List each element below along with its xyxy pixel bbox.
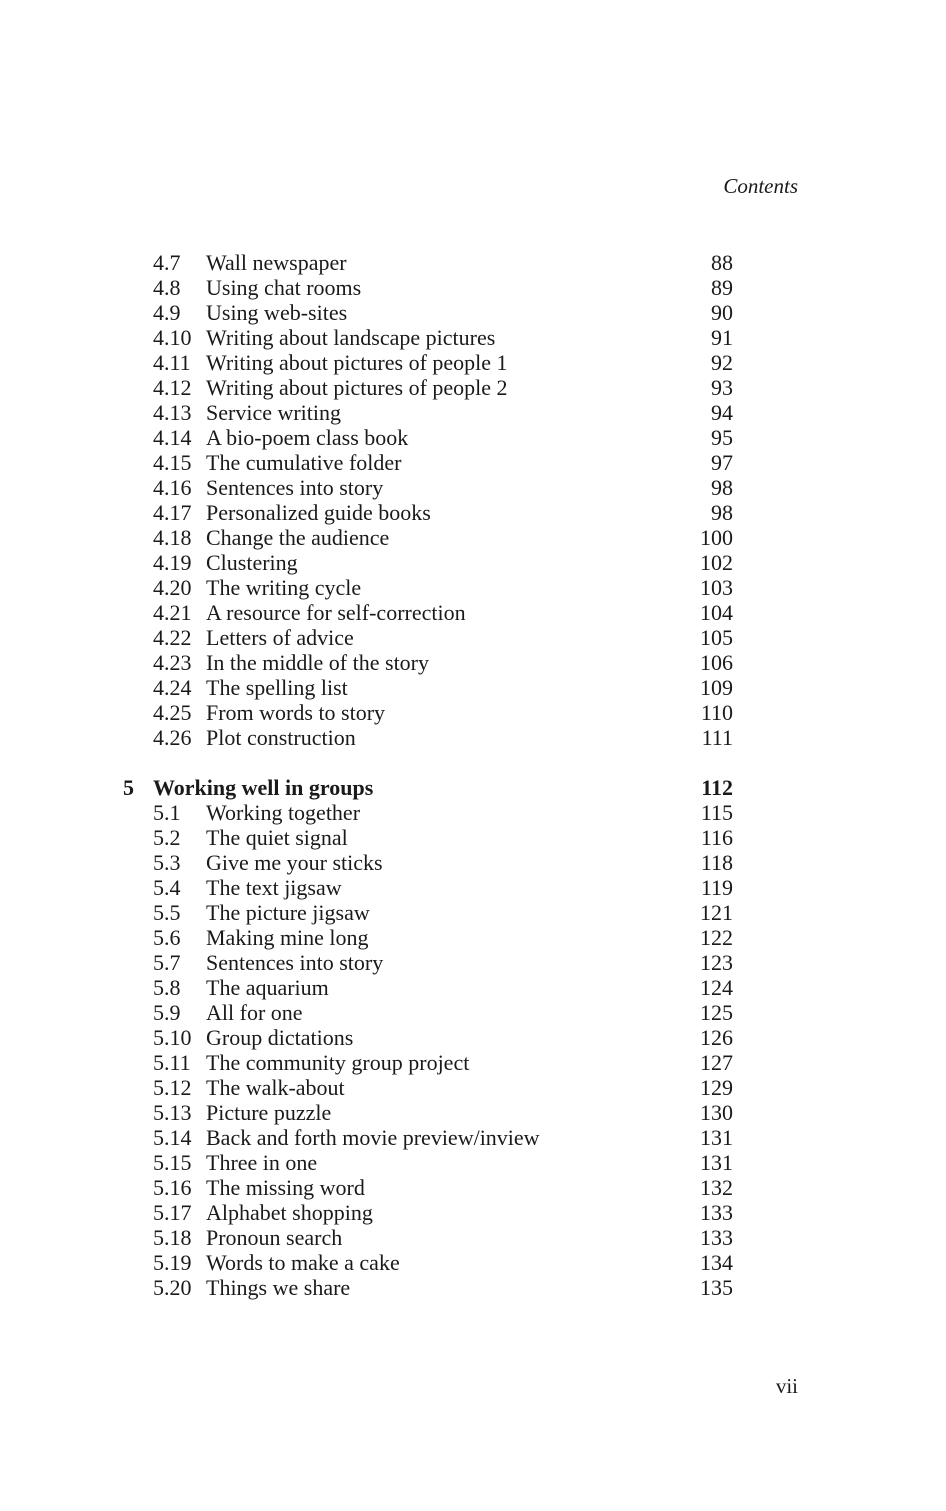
- entry-title: The quiet signal: [206, 825, 348, 850]
- toc-entry: [0, 375, 946, 400]
- entry-page: 119: [700, 875, 733, 900]
- toc-entry: [0, 400, 946, 425]
- entry-title: A resource for self-correction: [206, 600, 466, 625]
- entry-page: 103: [700, 575, 733, 600]
- entry-page: 98: [711, 500, 733, 525]
- toc-entry: [0, 1225, 946, 1250]
- entry-title: Sentences into story: [206, 950, 384, 975]
- toc-entry: [0, 450, 946, 475]
- entry-number: 5: [123, 775, 134, 800]
- toc-entry: [0, 625, 946, 650]
- entry-title: The community group project: [206, 1050, 470, 1075]
- entry-title: Service writing: [206, 400, 342, 425]
- entry-number: 5.4: [153, 875, 181, 900]
- entry-page: 127: [700, 1050, 733, 1075]
- entry-number: 5.6: [153, 925, 181, 950]
- toc-entry: [0, 475, 946, 500]
- toc-entry: [0, 675, 946, 700]
- toc-entry: [0, 875, 946, 900]
- toc-entry: [0, 275, 946, 300]
- entry-title: Alphabet shopping: [206, 1200, 373, 1225]
- running-head: Contents: [723, 174, 798, 198]
- entry-page: 102: [700, 550, 733, 575]
- entry-page: 121: [700, 900, 733, 925]
- entry-page: 131: [700, 1150, 733, 1175]
- entry-title: The spelling list: [206, 675, 348, 700]
- entry-page: 98: [711, 475, 733, 500]
- toc-entry: [0, 900, 946, 925]
- page-number: vii: [775, 1374, 798, 1398]
- entry-page: 129: [700, 1075, 733, 1100]
- entry-title: Making mine long: [206, 925, 369, 950]
- entry-number: 5.9: [153, 1000, 181, 1025]
- toc-entry: [0, 1100, 946, 1125]
- entry-title: Things we share: [206, 1275, 351, 1300]
- entry-page: 130: [700, 1100, 733, 1125]
- entry-title: From words to story: [206, 700, 386, 725]
- toc-entry: [0, 350, 946, 375]
- entry-page: 91: [711, 325, 733, 350]
- entry-title: Using chat rooms: [206, 275, 362, 300]
- entry-number: 4.13: [153, 400, 192, 425]
- entry-page: 93: [711, 375, 733, 400]
- entry-title: Writing about pictures of people 1: [206, 350, 508, 375]
- toc-entry: [0, 300, 946, 325]
- entry-title: Writing about pictures of people 2: [206, 375, 508, 400]
- toc-entry: [0, 600, 946, 625]
- entry-number: 5.2: [153, 825, 181, 850]
- entry-number: 4.9: [153, 300, 181, 325]
- entry-page: 94: [711, 400, 733, 425]
- entry-page: 124: [700, 975, 733, 1000]
- entry-page: 134: [700, 1250, 733, 1275]
- entry-number: 4.15: [153, 450, 192, 475]
- toc-entry: [0, 1125, 946, 1150]
- entry-number: 5.18: [153, 1225, 192, 1250]
- toc-entry: [0, 1150, 946, 1175]
- entry-page: 125: [700, 1000, 733, 1025]
- toc-entry: [0, 325, 946, 350]
- entry-number: 5.19: [153, 1250, 192, 1275]
- entry-number: 5.8: [153, 975, 181, 1000]
- entry-page: 126: [700, 1025, 733, 1050]
- entry-page: 123: [700, 950, 733, 975]
- entry-number: 4.14: [153, 425, 192, 450]
- entry-number: 4.26: [153, 725, 192, 750]
- entry-title: Working well in groups: [153, 775, 374, 800]
- entry-number: 4.17: [153, 500, 192, 525]
- toc-entry: [0, 950, 946, 975]
- entry-number: 4.20: [153, 575, 192, 600]
- entry-number: 5.15: [153, 1150, 192, 1175]
- toc-entry: [0, 1050, 946, 1075]
- entry-title: Three in one: [206, 1150, 318, 1175]
- chapter-heading: [0, 775, 946, 800]
- toc-entry: [0, 725, 946, 750]
- entry-title: Clustering: [206, 550, 298, 575]
- entry-page: 106: [700, 650, 733, 675]
- entry-title: Working together: [206, 800, 361, 825]
- entry-page: 116: [700, 825, 733, 850]
- entry-page: 132: [700, 1175, 733, 1200]
- entry-title: The writing cycle: [206, 575, 362, 600]
- entry-title: The picture jigsaw: [206, 900, 370, 925]
- toc-entry: [0, 1025, 946, 1050]
- toc-entry: [0, 525, 946, 550]
- entry-number: 4.25: [153, 700, 192, 725]
- toc-entry: [0, 250, 946, 275]
- entry-number: 4.10: [153, 325, 192, 350]
- entry-number: 4.23: [153, 650, 192, 675]
- entry-title: Plot construction: [206, 725, 356, 750]
- entry-number: 4.11: [153, 350, 191, 375]
- toc-entry: [0, 1275, 946, 1300]
- entry-title: The cumulative folder: [206, 450, 402, 475]
- toc-entry: [0, 550, 946, 575]
- toc-entry: [0, 825, 946, 850]
- toc-entry: [0, 1250, 946, 1275]
- entry-page: 95: [711, 425, 733, 450]
- entry-page: 109: [700, 675, 733, 700]
- entry-title: The text jigsaw: [206, 875, 342, 900]
- entry-title: The missing word: [206, 1175, 365, 1200]
- toc-entry: [0, 700, 946, 725]
- entry-page: 131: [700, 1125, 733, 1150]
- entry-title: Give me your sticks: [206, 850, 383, 875]
- entry-number: 4.22: [153, 625, 192, 650]
- entry-number: 5.14: [153, 1125, 192, 1150]
- entry-title: The aquarium: [206, 975, 329, 1000]
- entry-page: 92: [711, 350, 733, 375]
- entry-number: 5.5: [153, 900, 181, 925]
- entry-page: 89: [711, 275, 733, 300]
- entry-title: Wall newspaper: [206, 250, 347, 275]
- toc-entry: [0, 1200, 946, 1225]
- entry-number: 4.24: [153, 675, 192, 700]
- entry-page: 135: [700, 1275, 733, 1300]
- entry-number: 4.8: [153, 275, 181, 300]
- entry-number: 4.12: [153, 375, 192, 400]
- entry-title: Letters of advice: [206, 625, 354, 650]
- entry-page: 105: [700, 625, 733, 650]
- entry-number: 5.1: [153, 800, 181, 825]
- entry-page: 112: [701, 775, 733, 800]
- toc-entry: [0, 1175, 946, 1200]
- entry-number: 5.10: [153, 1025, 192, 1050]
- entry-title: Words to make a cake: [206, 1250, 400, 1275]
- entry-title: Sentences into story: [206, 475, 384, 500]
- entry-title: Writing about landscape pictures: [206, 325, 496, 350]
- entry-number: 5.17: [153, 1200, 192, 1225]
- toc-entry: [0, 1075, 946, 1100]
- entry-title: A bio-poem class book: [206, 425, 409, 450]
- entry-page: 122: [700, 925, 733, 950]
- toc-entry: [0, 1000, 946, 1025]
- entry-title: All for one: [206, 1000, 303, 1025]
- entry-page: 97: [711, 450, 733, 475]
- section-spacer: [0, 750, 946, 775]
- entry-number: 4.18: [153, 525, 192, 550]
- entry-number: 5.12: [153, 1075, 192, 1100]
- toc-entry: [0, 650, 946, 675]
- entry-title: Using web-sites: [206, 300, 348, 325]
- entry-number: 4.7: [153, 250, 181, 275]
- entry-number: 5.3: [153, 850, 181, 875]
- entry-page: 111: [701, 725, 733, 750]
- entry-page: 118: [700, 850, 733, 875]
- entry-number: 5.11: [153, 1050, 191, 1075]
- entry-title: The walk-about: [206, 1075, 345, 1100]
- entry-title: Change the audience: [206, 525, 390, 550]
- entry-page: 110: [700, 700, 733, 725]
- entry-page: 104: [700, 600, 733, 625]
- entry-page: 100: [700, 525, 733, 550]
- entry-number: 5.13: [153, 1100, 192, 1125]
- toc-entry: [0, 800, 946, 825]
- entry-title: Back and forth movie preview/inview: [206, 1125, 540, 1150]
- entry-number: 4.21: [153, 600, 192, 625]
- entry-number: 4.19: [153, 550, 192, 575]
- entry-page: 90: [711, 300, 733, 325]
- entry-title: Pronoun search: [206, 1225, 343, 1250]
- entry-page: 115: [700, 800, 733, 825]
- entry-page: 133: [700, 1200, 733, 1225]
- toc-entry: [0, 975, 946, 1000]
- toc-entry: [0, 575, 946, 600]
- entry-title: Picture puzzle: [206, 1100, 332, 1125]
- entry-page: 133: [700, 1225, 733, 1250]
- entry-number: 5.20: [153, 1275, 192, 1300]
- entry-title: Personalized guide books: [206, 500, 431, 525]
- toc-entry: [0, 850, 946, 875]
- entry-number: 5.7: [153, 950, 181, 975]
- toc-entry: [0, 425, 946, 450]
- entry-title: Group dictations: [206, 1025, 354, 1050]
- toc-entry: [0, 500, 946, 525]
- table-of-contents: [0, 250, 946, 1300]
- entry-title: In the middle of the story: [206, 650, 430, 675]
- entry-number: 4.16: [153, 475, 192, 500]
- entry-page: 88: [711, 250, 733, 275]
- toc-entry: [0, 925, 946, 950]
- entry-number: 5.16: [153, 1175, 192, 1200]
